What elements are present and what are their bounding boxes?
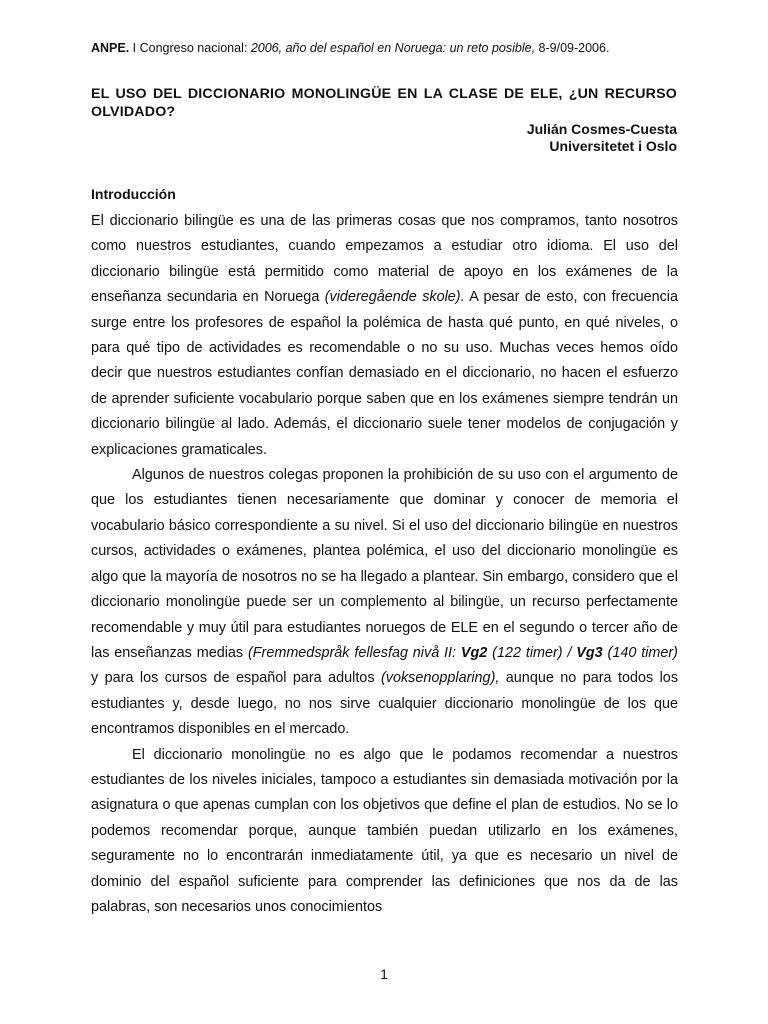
article-title: EL USO DEL DICCIONARIO MONOLINGÜE EN LA CLASE DE ELE, ¿UN RECURSO OLVIDADO? <box>91 86 677 120</box>
paragraph-2-text-end: aunque no para todos los estudiantes y, desde luego, no nos sirve cualquier diccionario monolingüe de los que encontramos disponibles en el mercado. <box>91 670 679 738</box>
author-name: Julián Cosmes-Cuesta <box>526 121 677 137</box>
header-org: ANPE. <box>91 41 130 55</box>
paragraph-2-hours-2: (140 timer) <box>602 644 678 661</box>
paragraph-2-italic-course: (Fremmedspråk fellesfag nivå II: <box>247 644 461 661</box>
paragraph-2-text-cont: y para los cursos de español para adultos <box>91 670 381 687</box>
header-congress: I Congreso nacional: <box>129 41 251 55</box>
paragraph-1-italic-term: (videregående skole). <box>324 289 465 306</box>
body-text <box>91 209 678 920</box>
paragraph-2 <box>91 463 678 742</box>
author-block <box>527 121 677 155</box>
paragraph-2-text: Algunos de nuestros colegas proponen la prohibición de su uso con el argumento de que los estudiantes tienen necesariamente que dominar y conocer de memoria el vocabulario básico correspondiente a su nivel. Si el uso del diccionario bilingüe en nuestros cursos, actividades o exámenes, plantea polémica, el uso del diccionario monolingüe es algo que la mayoría de nosotros no se ha llegado a plantear. Sin embargo, considero que el diccionario monolingüe puede ser un complemento al bilingüe, un recurso perfectamente recomendable y muy útil para estudiantes noruegos de ELE en el segundo o tercer año de las enseñanzas medias <box>91 467 678 661</box>
paragraph-2-hours-1: (122 timer) / <box>487 644 577 661</box>
header-date: 8-9/09-2006. <box>535 41 610 55</box>
author-affiliation: Universitetet i Oslo <box>549 138 677 154</box>
paragraph-2-vg3: Vg3 <box>576 644 603 661</box>
paragraph-2-italic-adults: (voksenopplaring), <box>380 670 500 687</box>
header-event-title: 2006, año del español en Noruega: un reto posible, <box>250 41 536 55</box>
paragraph-1-text: El diccionario bilingüe es una de las primeras cosas que nos compramos, tanto nosotros como nuestros estudiantes, cuando empezamos a estudiar otro idioma. El uso del diccionario bilingüe está permitido como material de apoyo en los exámenes de la enseñanza secundaria en Noruega <box>91 213 678 306</box>
page-number: 1 <box>380 966 388 982</box>
section-heading: Introducción <box>91 186 176 202</box>
paragraph-3: El diccionario monolingüe no es algo que le podamos recomendar a nuestros estudiantes de los niveles iniciales, tampoco a estudiantes sin demasiada motivación por la asignatura o que apenas cumplan con los objetivos que define el plan de estudios. No se lo podemos recomendar porque, aunque también puedan utilizarlo en los exámenes, seguramente no lo encontrarán inmediatamente útil, ya que es necesario un nivel de dominio del español suficiente para comprender las definiciones que nos da de las palabras, son necesarios unos conocimientos <box>91 746 678 915</box>
paragraph-1-text-cont: A pesar de esto, con frecuencia surge entre los profesores de español la polémica de hasta qué punto, en qué niveles, o para qué tipo de actividades es recomendable o no su uso. Muchas veces hemos oído decir que nuestros estudiantes confían demasiado en el diccionario, no hacen el esfuerzo de aprender suficiente vocabulario porque saben que en los exámenes siempre tendrán un diccionario bilingüe al lado. Además, el diccionario suele tener modelos de conjugación y explicaciones gramaticales. <box>91 289 678 458</box>
paragraph-2-vg2: Vg2 <box>460 644 488 661</box>
running-header <box>91 41 691 56</box>
paragraph-1 <box>91 209 678 463</box>
